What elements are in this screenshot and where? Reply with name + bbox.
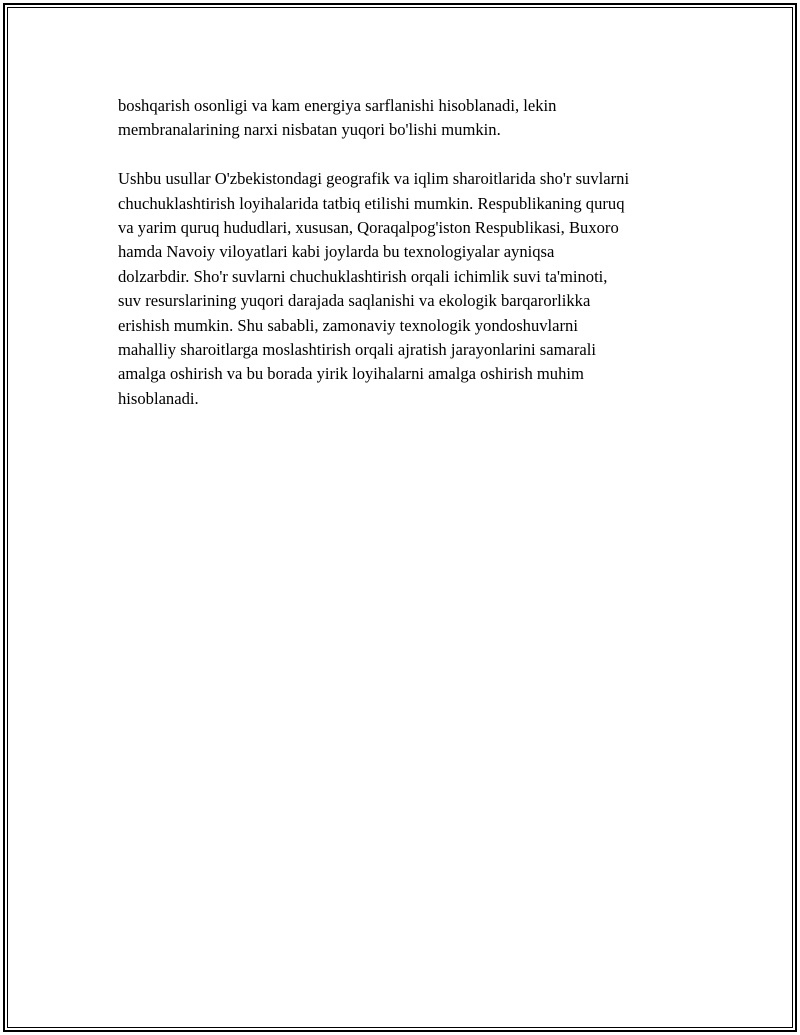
text-line: mahalliy sharoitlarga moslashtirish orqali ajratish jarayonlarini samarali xyxy=(118,340,597,360)
text-line: va yarim quruq hududlari, xususan, Qoraqalpog'iston Respublikasi, Buxoro xyxy=(118,218,619,238)
text-line: boshqarish osonligi va kam energiya sarflanishi hisoblanadi, lekin xyxy=(118,96,557,115)
text-line: erishish mumkin. Shu sababli, zamonaviy texnologik yondoshuvlarni xyxy=(118,315,578,335)
text-line: hisoblanadi. xyxy=(118,388,199,408)
text-line: chuchuklashtirish loyihalarida tatbiq etilishi mumkin. Respublikaning quruq xyxy=(118,193,625,213)
text-line: hamda Navoiy viloyatlari kabi joylarda bu texnologiyalar ayniqsa xyxy=(118,242,555,262)
paragraph-uzbekistan-application xyxy=(118,167,693,411)
text-line: suv resurslarining yuqori darajada saqlanishi va ekologik barqarorlikka xyxy=(118,291,591,311)
text-line: membranalarining narxi nisbatan yuqori bo'lishi mumkin. xyxy=(118,120,501,140)
text-line: amalga oshirish va bu borada yirik loyihalarni amalga oshirish muhim xyxy=(118,364,584,384)
document-body xyxy=(118,94,693,436)
text-line: dolzarbdir. Sho'r suvlarni chuchuklashtirish orqali ichimlik suvi ta'minoti, xyxy=(118,266,608,286)
text-line: Ushbu usullar O'zbekistondagi geografik va iqlim sharoitlarida sho'r suvlarni xyxy=(118,169,630,189)
paragraph-membrane-cost xyxy=(118,94,693,143)
